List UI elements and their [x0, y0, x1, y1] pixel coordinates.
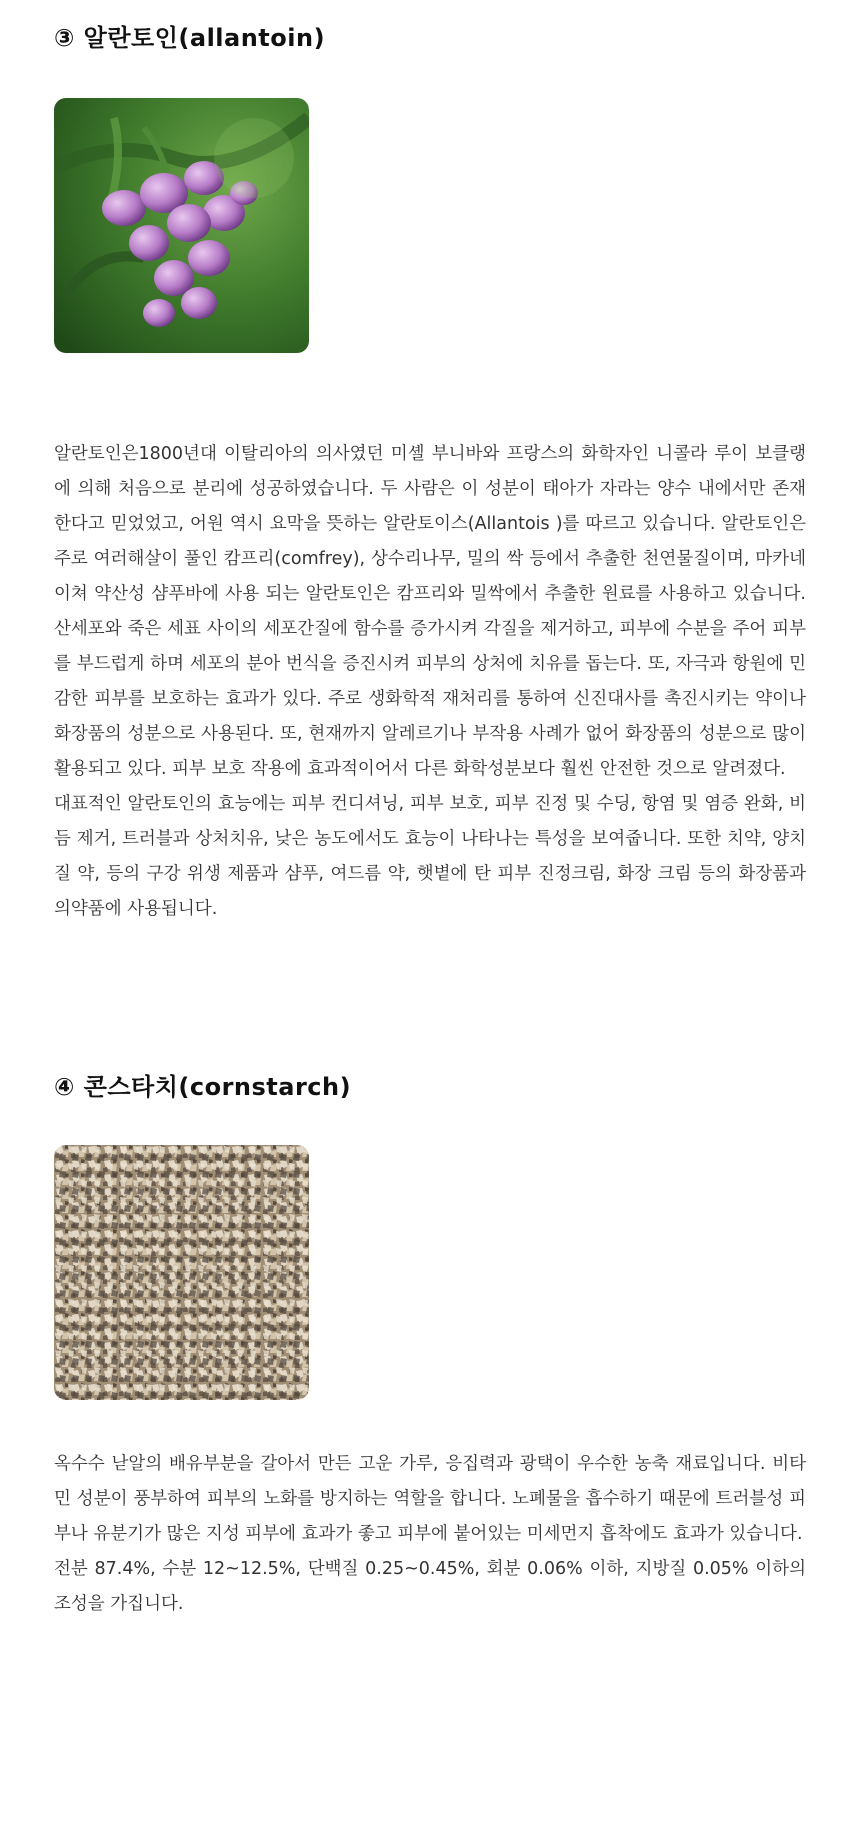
allantoin-description [54, 437, 806, 927]
allantoin-paragraph-2: 대표적인 알란토인의 효능에는 피부 컨디셔닝, 피부 보호, 피부 진정 및 수딩, 항염 및 염증 완화, 비듬 제거, 트러블과 상처치유, 낮은 농도에서도 효능이 나타나는 특성을 보여줍니다. 또한 치약, 양치질 약, 등의 구강 위생 제품과 샴푸, 여드름 약, 햇볕에 탄 피부 진정크림, 화장 크림 등의 화장품과 의약품에 사용됩니다. [54, 794, 806, 919]
corn-photo [54, 1145, 309, 1400]
cornstarch-paragraph-1: 옥수수 낟알의 배유부분을 갈아서 만든 고운 가루, 응집력과 광택이 우수한 농축 재료입니다. 비타민 성분이 풍부하여 피부의 노화를 방지하는 역할을 합니다. 노폐물을 흡수하기 때문에 트러블성 피부나 유분기가 많은 지성 피부에 효과가 좋고 피부에 붙어있는 미세먼지 흡착에도 효과가 있습니다. [54, 1454, 806, 1544]
section-heading-cornstarch: ④ 콘스타치(cornstarch) [54, 1073, 352, 1101]
corn-kernels-image [54, 1145, 309, 1400]
section-heading-allantoin: ③ 알란토인(allantoin) [54, 24, 326, 52]
cornstarch-description [54, 1447, 806, 1622]
cornstarch-paragraph-2: 전분 87.4%, 수분 12~12.5%, 단백질 0.25~0.45%, 회분 0.06% 이하, 지방질 0.05% 이하의 조성을 가집니다. [54, 1559, 806, 1614]
comfrey-photo [54, 98, 309, 353]
comfrey-image [54, 98, 309, 353]
allantoin-paragraph-1: 알란토인은1800년대 이탈리아의 의사였던 미셸 부니바와 프랑스의 화학자인 니콜라 루이 보클랭에 의해 처음으로 분리에 성공하였습니다. 두 사람은 이 성분이 태아가 자라는 양수 내에서만 존재한다고 믿었었고, 어원 역시 요막을 뜻하는 알란토이스(Allantois )를 따르고 있습니다. 알란토인은 주로 여러해살이 풀인 캄프리(comfrey), 상수리나무, 밀의 싹 등에서 추출한 천연물질이며, 마카네이쳐 약산성 샴푸바에 사용 되는 알란토인은 캄프리와 밀싹에서 추출한 원료를 사용하고 있습니다.산세포와 죽은 세표 사이의 세포간질에 함수를 증가시켜 각질을 제거하고, 피부에 수분을 주어 피부를 부드럽게 하며 세포의 분아 번식을 증진시켜 피부의 상처에 치유를 돕는다. 또, 자극과 항원에 민감한 피부를 보호하는 효과가 있다. 주로 생화학적 재처리를 통하여 신진대사를 촉진시키는 약이나 화장품의 성분으로 사용된다. 또, 현재까지 알레르기나 부작용 사례가 없어 화장품의 성분으로 많이 활용되고 있다. 피부 보호 작용에 효과적이어서 다른 화학성분보다 훨씬 안전한 것으로 알려졌다. [54, 444, 806, 779]
